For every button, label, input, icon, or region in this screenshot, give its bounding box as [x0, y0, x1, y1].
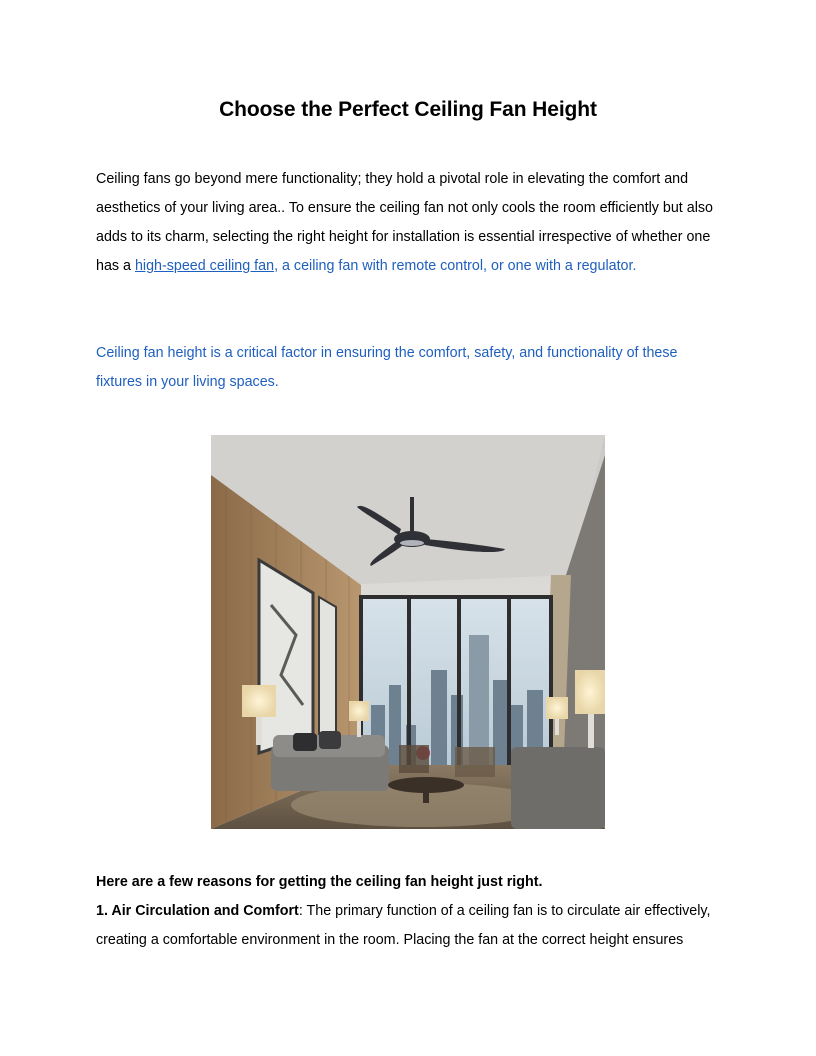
living-room-ceiling-fan-image — [211, 435, 605, 829]
intro-text: Ceiling fans go beyond mere functionality; they hold a pivotal role in elevating the comfort and aesthetics of your living area.. To ensure the ceiling fan not only cools the room efficiently but also adds to its charm, selecting the right height for installation is essential irrespective of whether one has a — [96, 171, 713, 274]
reason-1-label: 1. Air Circulation and Comfort — [96, 903, 299, 919]
reasons-heading: Here are a few reasons for getting the ceiling fan height just right. — [96, 874, 543, 890]
importance-paragraph: Ceiling fan height is a critical factor in ensuring the comfort, safety, and functionality of these fixtures in your living spaces. — [96, 345, 678, 390]
reason-1-text: : The primary function of a ceiling fan is to circulate air effectively, creating a comfortable environment in the room. Placing the fan at the correct height ensures — [96, 903, 711, 948]
intro-text-continued: , a ceiling fan with remote control, or one with a regulator. — [274, 258, 637, 274]
reason-1-paragraph — [96, 897, 721, 955]
intro-paragraph — [96, 165, 721, 281]
high-speed-ceiling-fan-link[interactable]: high-speed ceiling fan — [134, 258, 275, 274]
page-title: Choose the Perfect Ceiling Fan Height — [219, 98, 597, 121]
